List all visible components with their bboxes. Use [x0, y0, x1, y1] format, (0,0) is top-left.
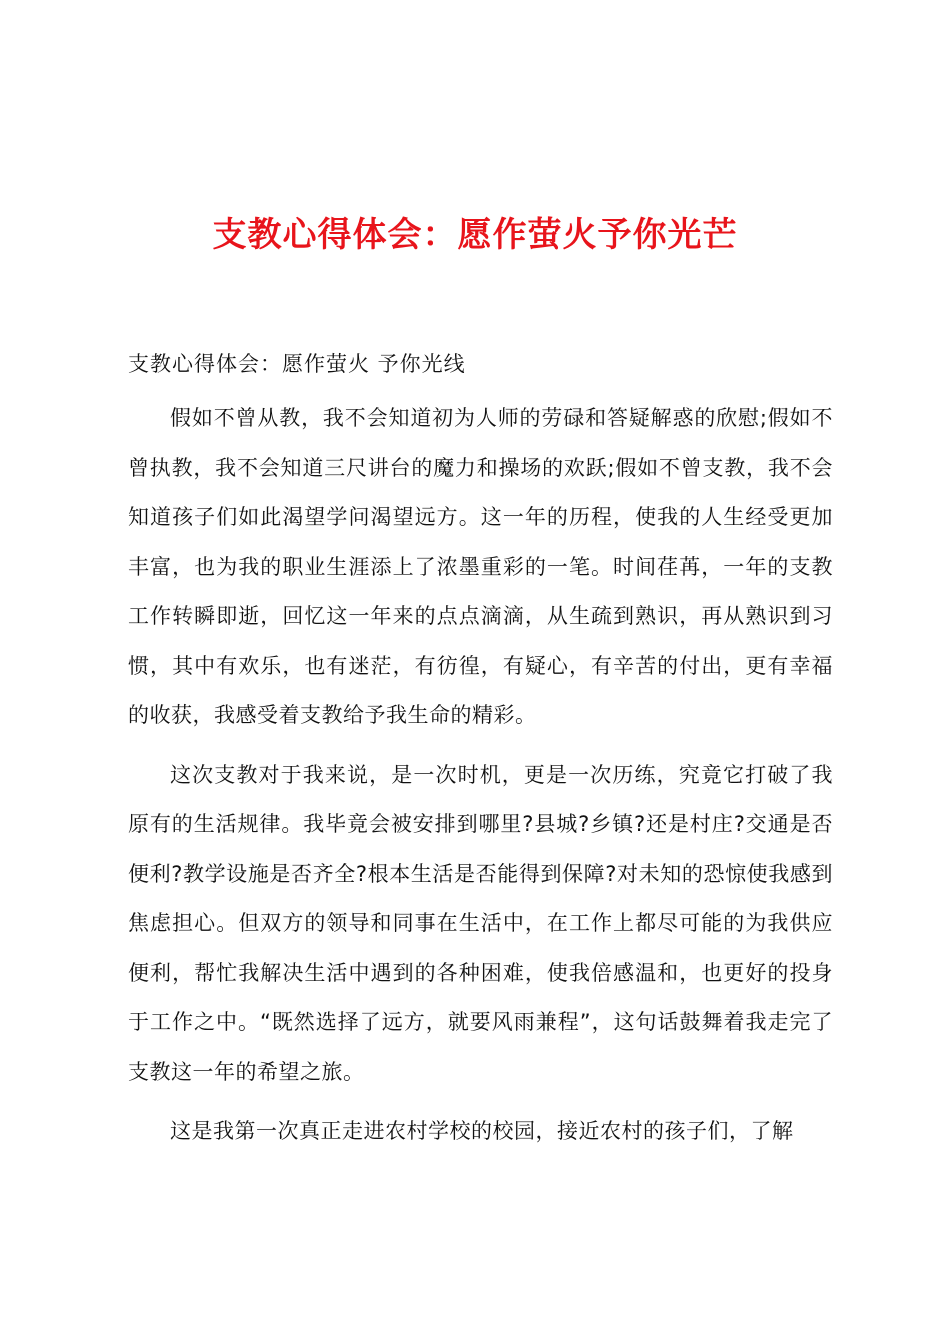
- document-title: 支教心得体会：愿作萤火予你光芒: [212, 215, 738, 255]
- paragraph-2: 这次支教对于我来说，是一次时机，更是一次历练，究竟它打破了我原有的生活规律。我毕竟会被安排到哪里?县城?乡镇?还是村庄?交通是否便利?教学设施是否齐全?根本生活是否能得到保障?对未知的恐惊使我感到焦虑担心。但双方的领导和同事在生活中，在工作上都尽可能的为我供应便利，帮忙我解决生活中遇到的各种困难，使我倍感温和，也更好的投身于工作之中。“既然选择了远方，就要风雨兼程”，这句话鼓舞着我走完了支教这一年的希望之旅。: [128, 762, 833, 1084]
- document-body: [128, 346, 833, 1167]
- document-subtitle: 支教心得体会：愿作萤火 予你光线: [128, 352, 466, 376]
- paragraph-1: 假如不曾从教，我不会知道初为人师的劳碌和答疑解惑的欣慰;假如不曾执教，我不会知道三尺讲台的魔力和操场的欢跃;假如不曾支教，我不会知道孩子们如此渴望学问渴望远方。这一年的历程，使我的人生经受更加丰富，也为我的职业生涯添上了浓墨重彩的一笔。时间荏苒，一年的支教工作转瞬即逝，回忆这一年来的点点滴滴，从生疏到熟识，再从熟识到习惯，其中有欢乐，也有迷茫，有彷徨，有疑心，有辛苦的付出，更有幸福的收获，我感受着支教给予我生命的精彩。: [128, 406, 833, 727]
- paragraph-3: 这是我第一次真正走进农村学校的校园，接近农村的孩子们，了解: [170, 1119, 794, 1143]
